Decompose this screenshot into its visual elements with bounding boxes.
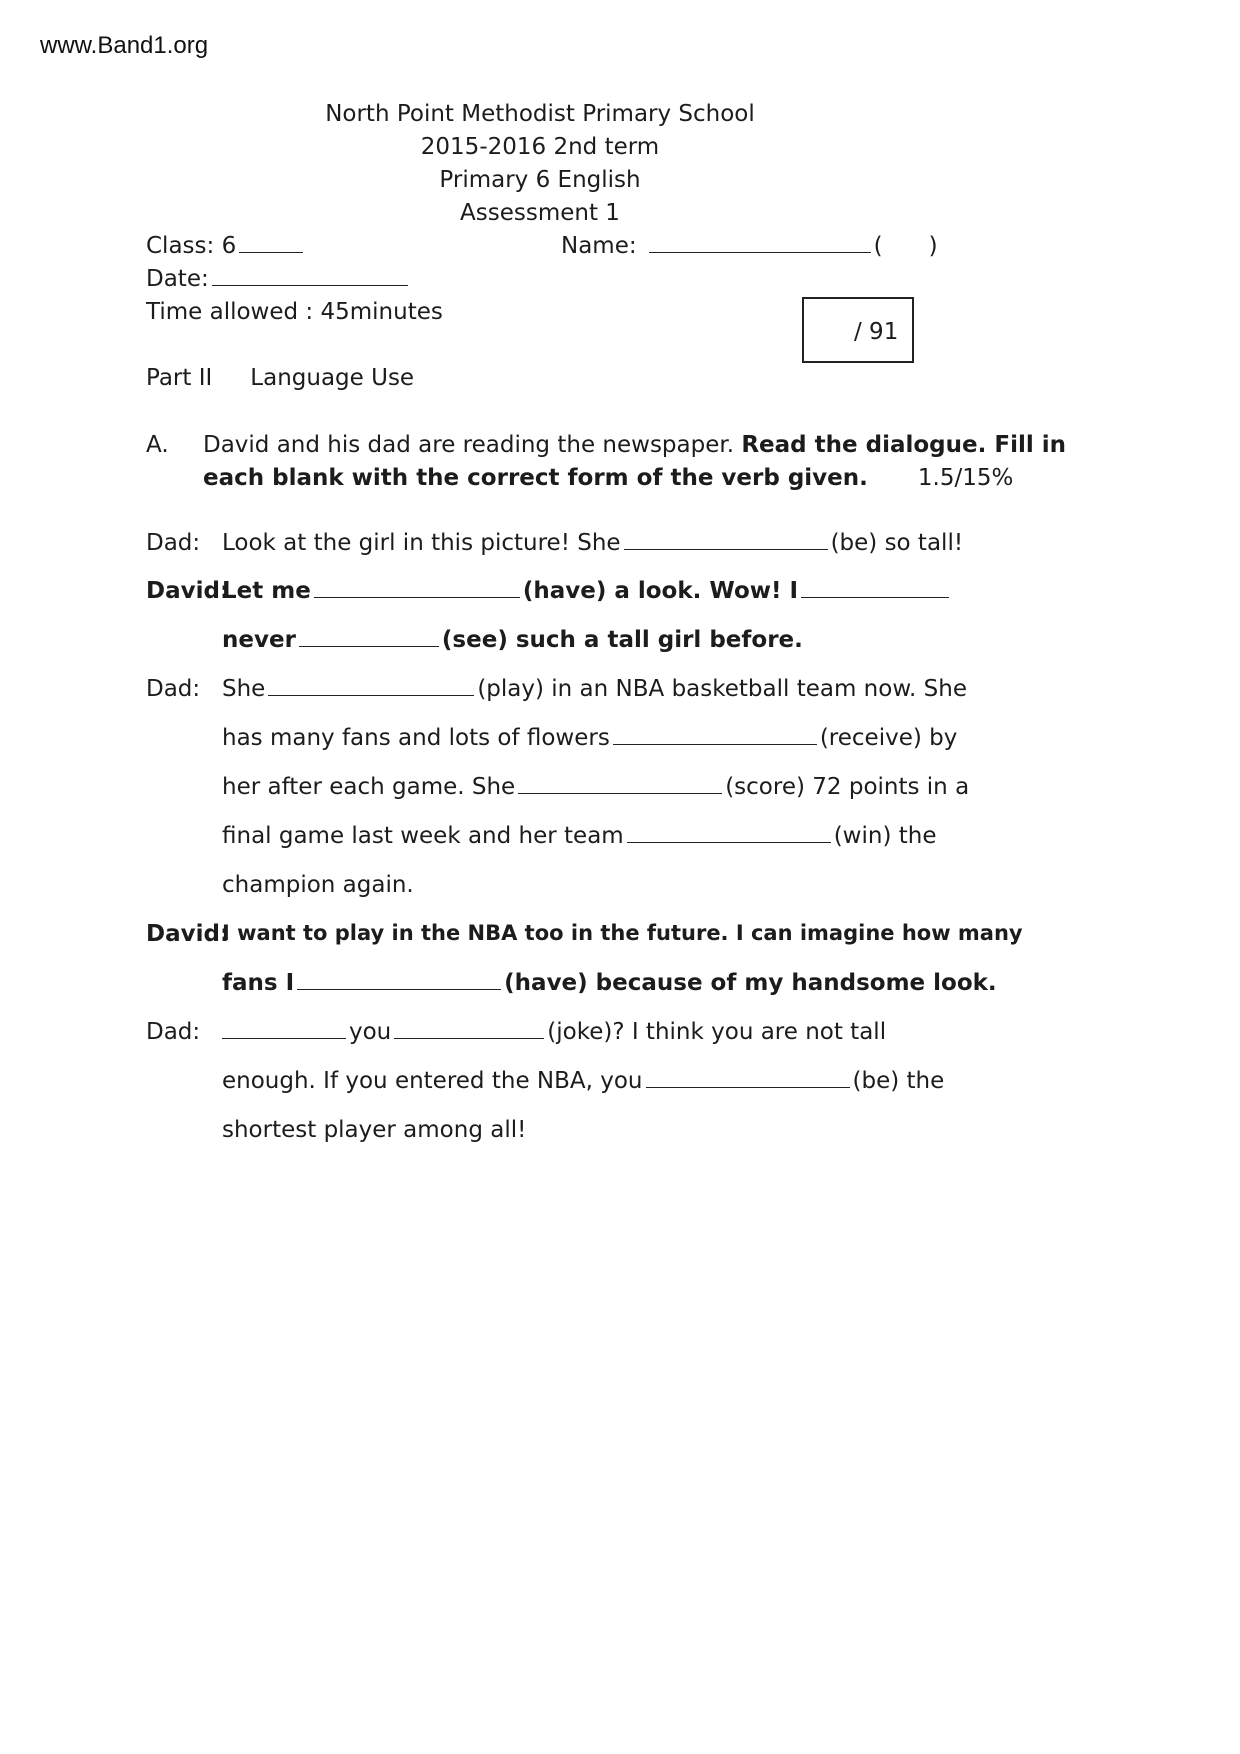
- dialogue-line: I want to play in the NBA too in the future. I can imagine how many: [222, 921, 1023, 945]
- dialogue-text: has many fans and lots of flowers: [222, 725, 610, 751]
- dialogue-text: you: [349, 1019, 392, 1045]
- part-heading: [146, 365, 414, 391]
- answer-blank[interactable]: [624, 548, 828, 550]
- name-open: (: [873, 233, 883, 259]
- dialogue-text: (play) in an NBA basketball team now. She: [477, 676, 967, 702]
- answer-blank[interactable]: [297, 988, 501, 990]
- dialogue-line: [222, 823, 936, 849]
- name-blank[interactable]: [649, 251, 871, 253]
- date-label: Date:: [146, 266, 209, 292]
- dialogue-line: [222, 725, 957, 751]
- class-label: Class: 6: [146, 233, 237, 259]
- answer-blank[interactable]: [627, 841, 831, 843]
- answer-blank[interactable]: [613, 743, 817, 745]
- dialogue-line: champion again.: [222, 872, 414, 898]
- dialogue-line: shortest player among all!: [222, 1117, 527, 1143]
- assessment-title: Assessment 1: [460, 200, 620, 226]
- dialogue-text: (see) such a tall girl before.: [441, 627, 803, 653]
- answer-blank[interactable]: [314, 596, 520, 598]
- answer-blank[interactable]: [801, 596, 949, 598]
- section-a-instruction-2: each blank with the correct form of the verb given.: [203, 465, 868, 491]
- speaker-dad: Dad:: [146, 676, 201, 702]
- dialogue-text: Look at the girl in this picture! She: [222, 530, 621, 556]
- date-blank[interactable]: [212, 284, 408, 286]
- subject: Primary 6 English: [439, 167, 641, 193]
- dialogue-line: [222, 774, 969, 800]
- dialogue-text: (have) because of my handsome look.: [504, 970, 997, 996]
- section-a-intro: David and his dad are reading the newspaper.: [203, 432, 735, 458]
- dialogue-text: (score) 72 points in a: [725, 774, 970, 800]
- section-a-instruction-1: Read the dialogue. Fill in: [741, 432, 1066, 458]
- answer-blank[interactable]: [299, 645, 439, 647]
- dialogue-text: Let me: [222, 578, 311, 604]
- speaker-david: David:: [146, 921, 230, 947]
- dialogue-text: enough. If you entered the NBA, you: [222, 1068, 643, 1094]
- dialogue-text: (win) the: [833, 823, 937, 849]
- name-field: [561, 233, 938, 259]
- speaker-dad: Dad:: [146, 1019, 201, 1045]
- dialogue-text: her after each game. She: [222, 774, 516, 800]
- class-field: [146, 233, 306, 259]
- part-title: Language Use: [250, 365, 415, 391]
- answer-blank[interactable]: [646, 1086, 850, 1088]
- dialogue-text: She: [222, 676, 266, 702]
- class-blank[interactable]: [239, 251, 303, 253]
- part-label: Part II: [146, 365, 213, 391]
- dialogue-text: fans I: [222, 970, 295, 996]
- dialogue-line: [222, 970, 997, 996]
- speaker-dad: Dad:: [146, 530, 201, 556]
- dialogue-text: never: [222, 627, 296, 653]
- total-score: / 91: [854, 319, 899, 345]
- dialogue-line: [222, 627, 803, 653]
- term: 2015-2016 2nd term: [420, 134, 660, 160]
- name-close: ): [928, 233, 938, 259]
- watermark: www.Band1.org: [40, 32, 209, 59]
- answer-blank[interactable]: [518, 792, 722, 794]
- dialogue-text: (be) the: [852, 1068, 945, 1094]
- dialogue-line: [222, 1068, 944, 1094]
- dialogue-line: [222, 1019, 886, 1045]
- dialogue-text: (have) a look. Wow! I: [522, 578, 799, 604]
- name-label: Name:: [561, 233, 637, 259]
- answer-blank[interactable]: [222, 1037, 346, 1039]
- school-name: North Point Methodist Primary School: [325, 101, 755, 127]
- dialogue-line: [222, 676, 967, 702]
- dialogue-text: (joke)? I think you are not tall: [547, 1019, 887, 1045]
- score-box: [802, 297, 914, 363]
- answer-blank[interactable]: [394, 1037, 544, 1039]
- section-a-marks: 1.5/15%: [917, 465, 1014, 491]
- answer-blank[interactable]: [268, 694, 474, 696]
- dialogue-line: [222, 578, 952, 604]
- section-a-line-2: [203, 465, 1013, 491]
- time-allowed: Time allowed : 45minutes: [146, 299, 443, 325]
- dialogue-line: [222, 530, 963, 556]
- dialogue-text: (receive) by: [819, 725, 958, 751]
- section-a-letter: A.: [146, 432, 169, 458]
- dialogue-text: final game last week and her team: [222, 823, 624, 849]
- dialogue-text: (be) so tall!: [830, 530, 964, 556]
- speaker-david: David:: [146, 578, 230, 604]
- section-a-line-1: [203, 432, 1066, 458]
- date-field: [146, 266, 411, 292]
